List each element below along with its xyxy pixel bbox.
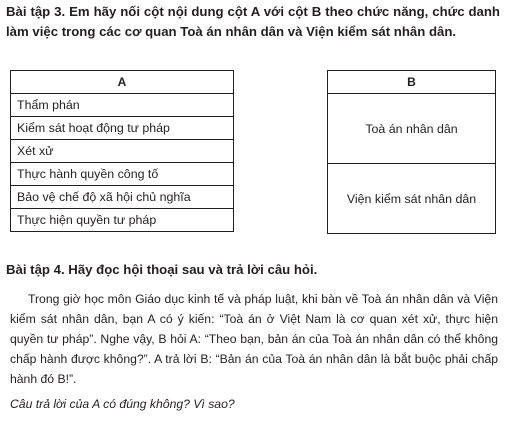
column-a-item: Xét xử <box>11 140 234 163</box>
column-b-table <box>327 70 496 234</box>
exercise-3-label: Bài tập 3. <box>6 4 66 19</box>
exercise-4-label: Bài tập 4. <box>6 262 65 277</box>
column-a-header: A <box>11 71 234 94</box>
exercise-4-heading <box>6 260 500 279</box>
exercise-4-instruction: Hãy đọc hội thoại sau và trả lời câu hỏi. <box>64 262 318 277</box>
column-a-item: Thẩm phán <box>11 94 234 117</box>
column-a-item: Kiểm sát hoạt động tư pháp <box>11 117 234 140</box>
column-b-item: Viện kiểm sát nhân dân <box>328 164 496 234</box>
exercise-4-question: Câu trả lời của A có đúng không? Vì sao? <box>10 397 235 411</box>
exercise-3-heading <box>6 2 500 41</box>
column-a-table <box>10 70 234 232</box>
column-a-item: Thực hiện quyền tư pháp <box>11 209 234 232</box>
column-b-header: B <box>328 71 496 94</box>
exercise-4-dialogue-paragraph: Trong giờ học môn Giáo dục kinh tế và pháp luật, khi bàn về Toà án nhân dân và Viện kiểm sát nhân dân, bạn A có ý kiến: “Toà án ở Việt Nam là cơ quan xét xử, thực hiện quyền tư pháp”. Nghe vậy, B hỏi A: “Theo bạn, bản án của Toà án nhân dân có thể không chấp hành được không?”. A trả lời B: “Bản án của Toà án nhân dân là bắt buộc phải chấp hành đó B!”. <box>10 292 498 386</box>
exercise-3-instruction: Em hãy nối cột nội dung cột A với cột B theo chức năng, chức danh làm việc trong các cơ quan Toà án nhân dân và Viện kiểm sát nhân dân. <box>6 4 500 39</box>
column-b-item: Toà án nhân dân <box>328 94 496 164</box>
column-a-item: Bảo vệ chế độ xã hội chủ nghĩa <box>11 186 234 209</box>
column-a-item: Thực hành quyền công tố <box>11 163 234 186</box>
